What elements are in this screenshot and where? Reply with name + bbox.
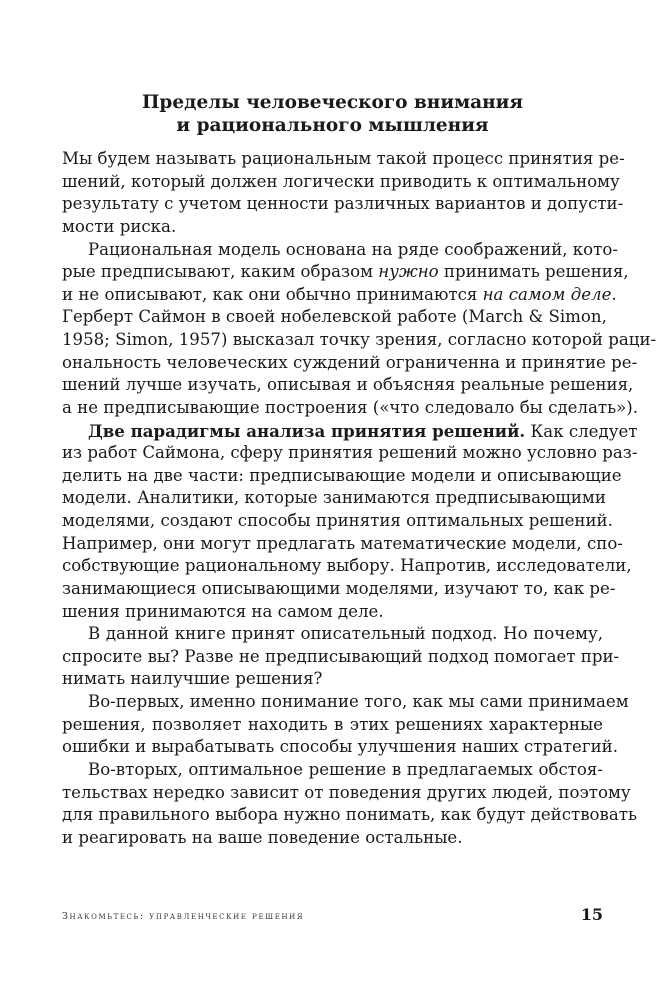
text-line — [62, 442, 638, 465]
text-line — [62, 397, 639, 420]
text-line — [62, 759, 603, 782]
text-run: и реагировать на ваше поведение остальные. — [62, 827, 463, 847]
page-footer — [62, 905, 603, 925]
text-run: Как следует — [525, 421, 638, 441]
text-run: . — [611, 284, 617, 304]
body-text — [62, 148, 657, 849]
text-run: ошибки и вырабатывать способы улучшения наших стратегий. — [62, 737, 618, 757]
text-run: тельствах нередко зависит от поведения других людей, поэтому — [62, 782, 631, 802]
paragraph — [62, 420, 638, 624]
paragraph — [62, 148, 625, 239]
text-run: нимать наилучшие решения? — [62, 669, 323, 689]
text-line — [62, 827, 603, 850]
text-run: Герберт Саймон в своей нобелевской работе (March & Simon, — [62, 307, 607, 327]
text-line — [62, 306, 607, 329]
text-run: модели. Аналитики, которые занимаются предписывающими — [62, 488, 606, 508]
text-run: моделями, создают способы принятия оптимальных решений. — [62, 511, 613, 530]
running-head: Знакомьтесь: управленческие решения — [62, 911, 305, 922]
text-run: Например, они могут предлагать математические модели, спо- — [62, 533, 623, 553]
text-run: решения, позволяет находить в этих решениях характерные — [62, 714, 603, 734]
text-run: спросите вы? Разве не предписывающий подход помогает при- — [62, 646, 620, 666]
text-run: шения принимаются на самом деле. — [62, 601, 384, 621]
text-line — [62, 193, 624, 216]
text-line — [62, 623, 603, 646]
text-run: собствующие рациональному выбору. Напротив, исследователи, — [62, 556, 632, 576]
text-run: для правильного выбора нужно понимать, как будут действовать — [62, 805, 637, 825]
text-line — [62, 510, 613, 533]
text-line — [62, 374, 634, 397]
text-line — [62, 555, 632, 578]
text-line — [62, 714, 603, 737]
text-line — [62, 284, 617, 307]
italic-text: на самом деле — [482, 284, 612, 304]
text-line — [62, 646, 620, 669]
text-run: результату с учетом ценности различных вариантов и допусти- — [62, 194, 624, 214]
text-run: Во-вторых, оптимальное решение в предлагаемых обстоя- — [88, 759, 603, 779]
text-run: 1958; Simon, 1957) высказал точку зрения, согласно которой раци- — [62, 330, 657, 349]
text-run: мости риска. — [62, 216, 177, 236]
text-line — [62, 329, 657, 352]
text-line — [62, 420, 638, 443]
text-line — [62, 216, 603, 239]
text-line — [62, 171, 620, 194]
text-line — [62, 239, 618, 262]
text-line — [62, 261, 629, 284]
text-run: шений, который должен логически приводить к оптимальному — [62, 171, 620, 191]
section-heading — [62, 91, 603, 137]
text-line — [62, 782, 631, 805]
text-run: из работ Саймона, сферу принятия решений можно условно раз- — [62, 443, 638, 463]
text-line — [62, 691, 629, 714]
text-run: рые предписывают, каким образом — [62, 262, 379, 282]
heading-line: Пределы человеческого внимания — [141, 92, 524, 113]
text-run: Рациональная модель основана на ряде соображений, кото- — [88, 239, 618, 259]
text-run: и не описывают, как они обычно принимаются — [62, 284, 483, 304]
text-run: Во-первых, именно понимание того, как мы сами принимаем — [88, 692, 629, 711]
text-run: шений лучше изучать, описывая и объясняя реальные решения, — [62, 375, 634, 395]
text-line — [62, 487, 606, 510]
text-run: а не предписывающие построения («что следовало бы сделать»). — [62, 397, 639, 417]
text-run: Мы будем называть рациональным такой процесс принятия ре- — [62, 149, 625, 168]
text-line — [62, 578, 616, 601]
text-run: ональность человеческих суждений ограниченна и принятие ре- — [62, 352, 638, 372]
text-run: принимать решения, — [438, 262, 629, 282]
text-line — [62, 533, 623, 556]
text-line — [62, 668, 603, 691]
page-number: 15 — [580, 905, 603, 924]
text-line — [62, 804, 637, 827]
text-run: делить на две части: предписывающие модели и описывающие — [62, 465, 622, 485]
text-line — [62, 148, 625, 171]
text-line — [62, 736, 618, 759]
paragraph — [62, 759, 637, 850]
text-line — [62, 352, 638, 375]
paragraph — [62, 239, 657, 420]
italic-text: нужно — [378, 262, 439, 282]
text-line — [62, 601, 603, 624]
paragraph — [62, 623, 620, 691]
paragraph — [62, 691, 629, 759]
text-run: занимающиеся описывающими моделями, изучают то, как ре- — [62, 578, 616, 598]
text-run: В данной книге принят описательный подход. Но почему, — [88, 624, 603, 644]
heading-line: и рационального мышления — [176, 115, 489, 136]
bold-run-in-heading: Две парадигмы анализа принятия решений. — [88, 420, 526, 441]
text-line — [62, 465, 622, 488]
